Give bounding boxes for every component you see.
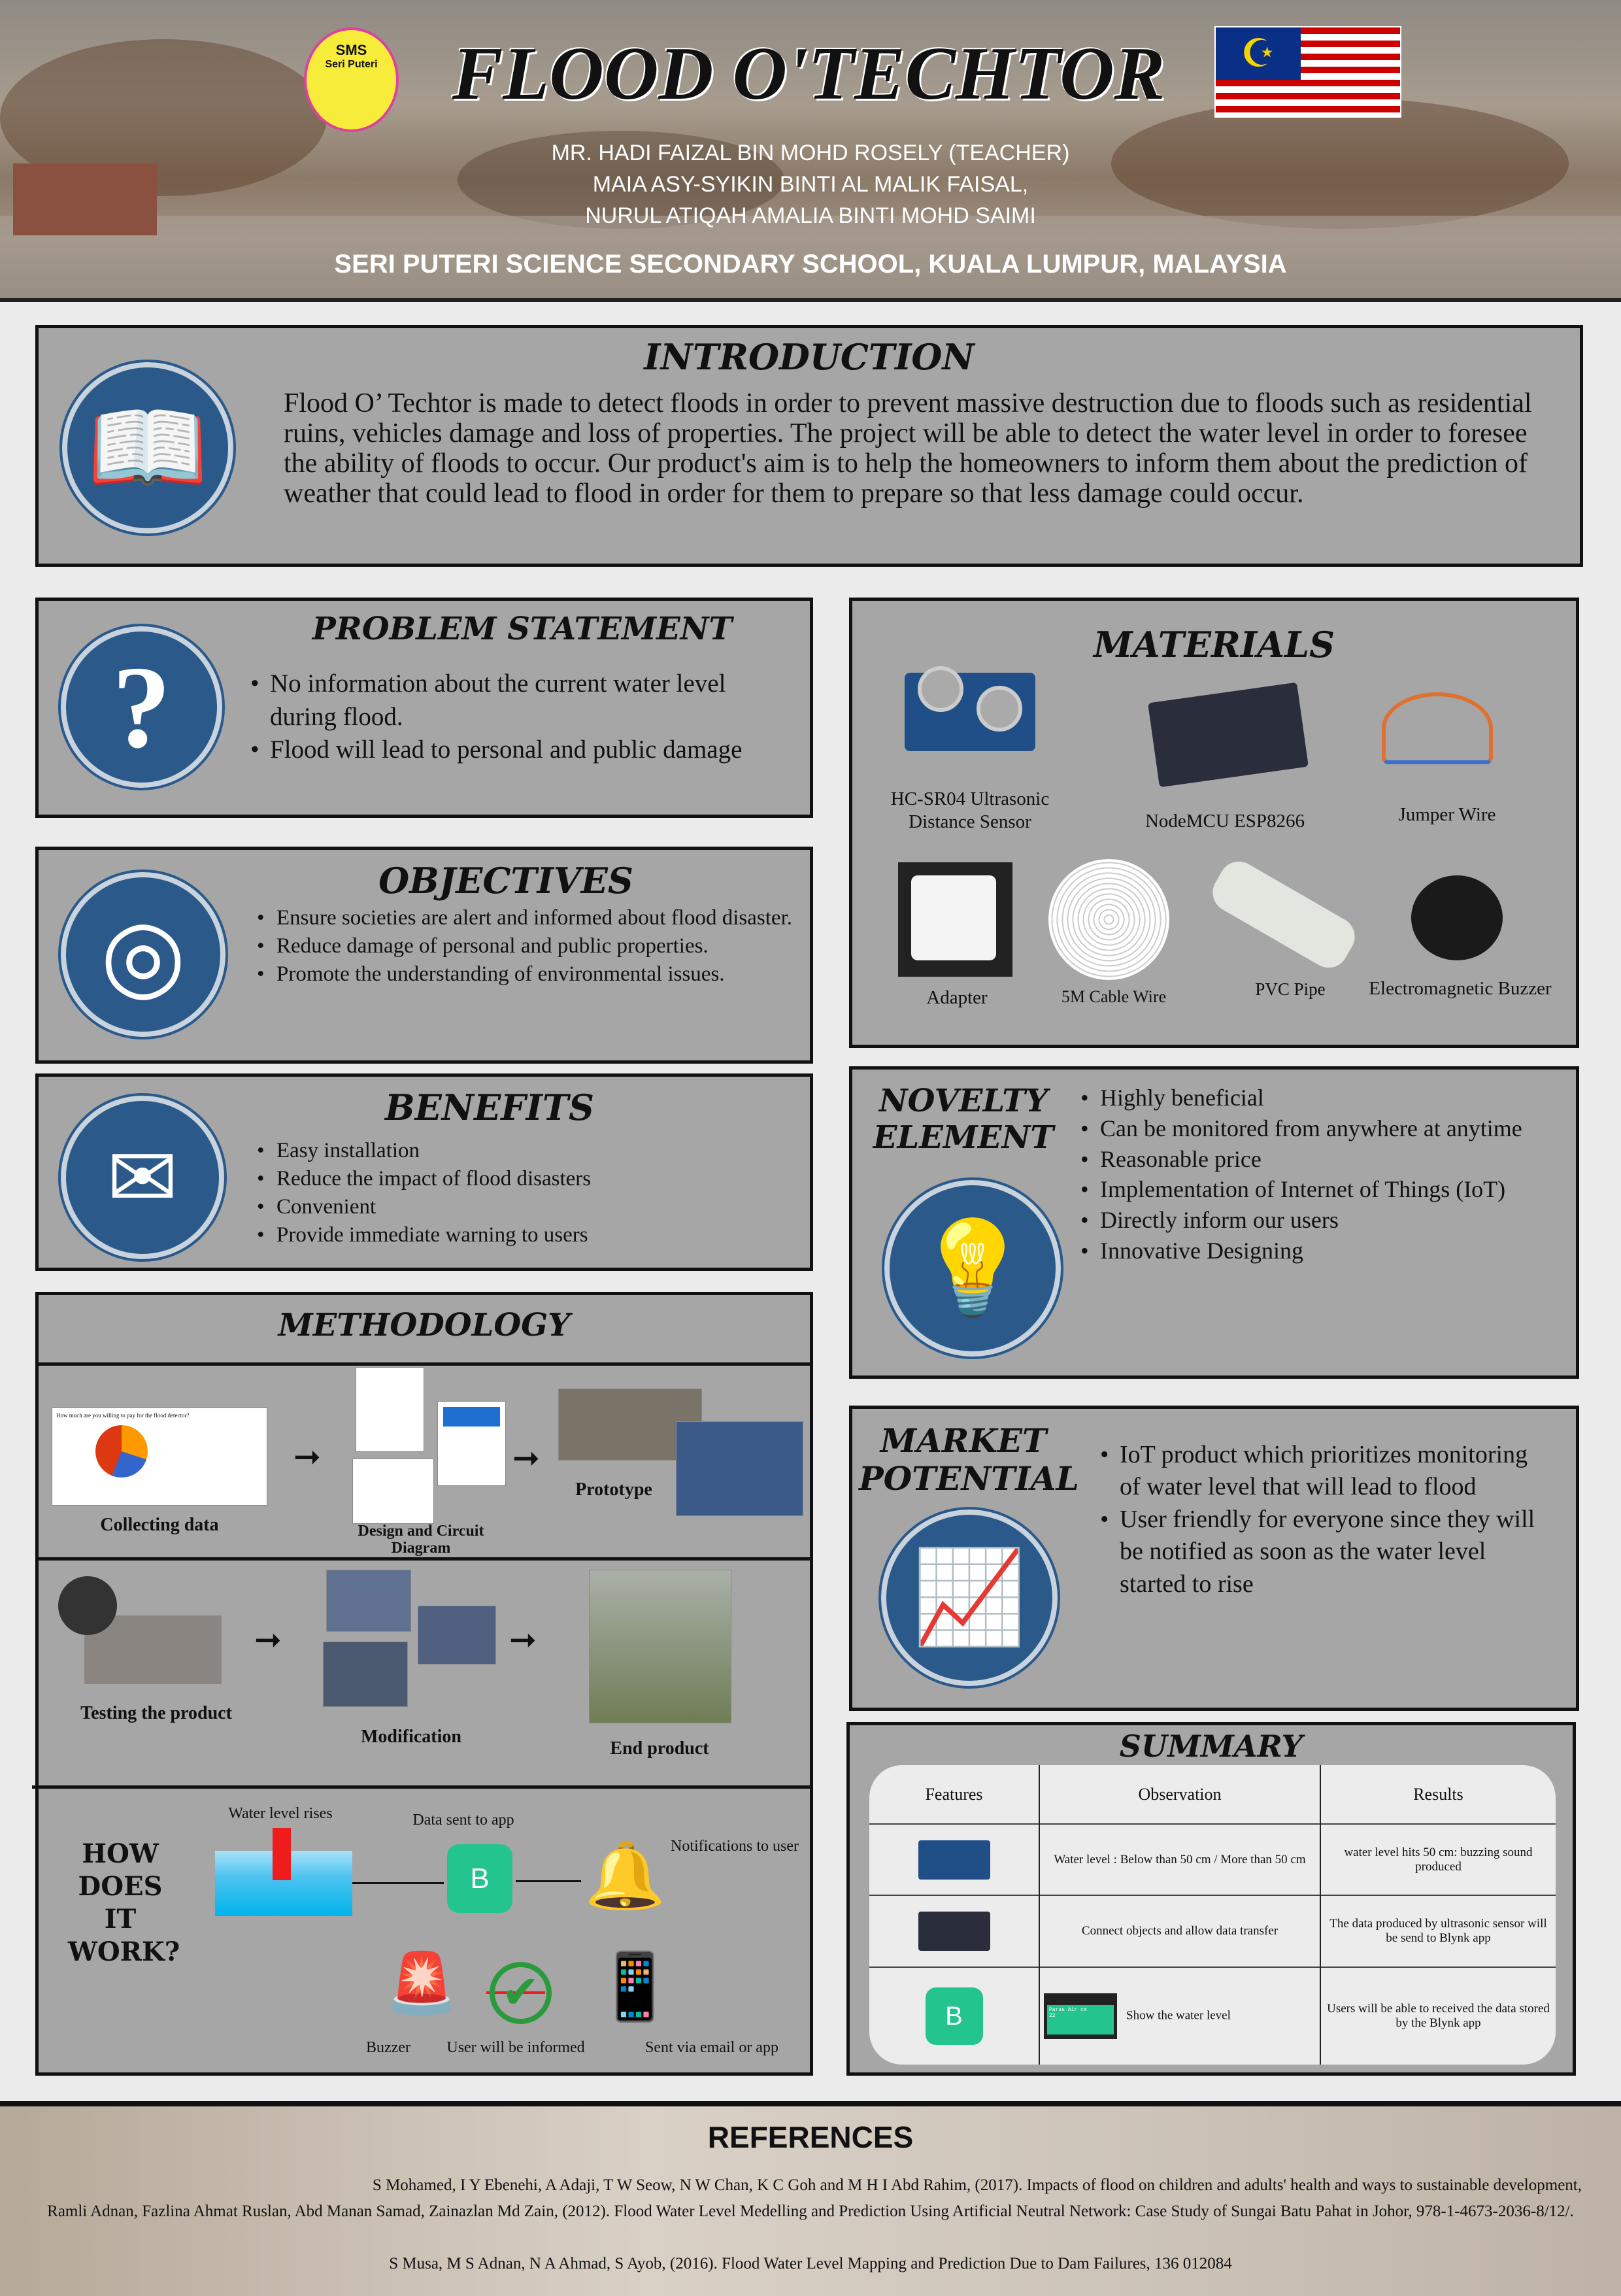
material-label: PVC Pipe <box>1255 979 1326 999</box>
market-item: • User friendly for everyone since they will be notified as soon as the water level started to rise <box>1097 1504 1542 1600</box>
arrow-right-icon: ➞ <box>509 1621 537 1658</box>
summary-table <box>869 1765 1556 2065</box>
school-name: SERI PUTERI SCIENCE SECONDARY SCHOOL, KUALA LUMPUR, MALAYSIA <box>334 250 1287 279</box>
material-label: 5M Cable Wire <box>1061 987 1167 1006</box>
references-section <box>0 2101 1621 2296</box>
material-label: Electromagnetic Buzzer <box>1369 978 1552 999</box>
column-header: Observation <box>1039 1765 1320 1824</box>
reference-item: S Mohamed, I Y Ebenehi, A Adaji, T W Seow, N W Chan, K C Goh and M H I Abd Rahim, (2017). Impacts of flood on children and adults' health and ways to sustainable development, <box>372 2176 1582 2194</box>
material-label: NodeMCU ESP8266 <box>1145 811 1305 832</box>
novelty-list <box>1078 1083 1562 1266</box>
problem-list <box>248 667 797 767</box>
arrow-connector <box>516 1880 581 1882</box>
survey-question: How much are you willing to pay for the flood detector? <box>56 1412 190 1419</box>
bell-icon: 🔔 <box>584 1840 666 1912</box>
step-label: Testing the product <box>80 1703 232 1723</box>
pvc-pipe-image <box>1205 854 1362 975</box>
objective-item: • Reduce damage of personal and public properties. <box>254 932 803 960</box>
column-header: Features <box>925 1784 983 1804</box>
blynk-app-icon: B <box>926 1987 983 2045</box>
modification-photo <box>418 1606 496 1664</box>
benefit-item: • Provide immediate warning to users <box>254 1221 803 1249</box>
phone-hand-icon: 📱 <box>594 1951 676 2023</box>
testing-inset-photo <box>58 1576 117 1635</box>
modification-photo <box>326 1570 411 1632</box>
circuit-diagram-image <box>352 1459 434 1524</box>
table-row <box>869 1967 1556 2065</box>
novelty-item: • Directly inform our users <box>1078 1205 1562 1236</box>
step-label: Prototype <box>575 1479 652 1500</box>
flow-label: Water level rises <box>228 1805 333 1822</box>
logo-text: SMS <box>335 42 367 58</box>
how-it-works-title: HOW DOES IT WORK? <box>68 1838 180 1967</box>
materials-section <box>849 598 1579 1048</box>
reference-item: S Musa, M S Adnan, N A Ahmad, S Ayob, (2016). Flood Water Level Mapping and Prediction Due to Dam Failures, 136 012084 <box>389 2255 1232 2272</box>
step-label: Collecting data <box>100 1515 219 1535</box>
question-mark-icon: ? <box>58 624 225 790</box>
result-cell: Users will be able to received the data stored by the Blynk app <box>1320 1967 1556 2065</box>
screen-value: 22 <box>1049 2012 1056 2019</box>
author-2: NURUL ATIQAH AMALIA BINTI MOHD SAIMI <box>585 203 1036 228</box>
step-label: End product <box>610 1738 709 1759</box>
arrow-right-icon: ➞ <box>254 1621 282 1658</box>
objectives-title: OBJECTIVES <box>378 860 633 902</box>
flow-label: Buzzer <box>366 2039 410 2056</box>
problem-item: • Flood will lead to personal and public damage <box>248 734 797 767</box>
logo-subtext: Seri Puteri <box>325 59 378 70</box>
arrow-right-icon: ➞ <box>293 1438 321 1475</box>
check-icon: ✔ <box>490 1962 552 2024</box>
novelty-item: • Highly beneficial <box>1078 1083 1562 1113</box>
novelty-section <box>849 1066 1579 1379</box>
header-banner <box>0 0 1621 302</box>
malaysia-flag <box>1214 26 1401 118</box>
author-1: MAIA ASY-SYIKIN BINTI AL MALIK FAISAL, <box>592 172 1029 197</box>
benefit-item: • Easy installation <box>254 1137 803 1165</box>
introduction-text: Flood O’ Techtor is made to detect floods in order to prevent massive destruction due to floods such as residential ruins, vehicles damage and loss of properties. The project will be able to detect the water level in order to foresee the ability of floods to occur. Our product's aim is to help the homeowners to inform them about the prediction of weather that could lead to flood in order for them to prepare so that less damage could occur. <box>284 388 1532 509</box>
ultrasonic-sensor-image <box>918 1840 990 1880</box>
result-cell: water level hits 50 cm: buzzing sound produced <box>1320 1824 1556 1895</box>
result-cell: The data produced by ultrasonic sensor will be send to Blynk app <box>1320 1895 1556 1967</box>
column-header: Results <box>1320 1765 1556 1824</box>
divider <box>39 1362 810 1366</box>
methodology-title: METHODOLOGY <box>278 1307 571 1343</box>
screen-label: Paras Air cm <box>1049 2006 1087 2013</box>
author-teacher: MR. HADI FAIZAL BIN MOHD ROSELY (TEACHER) <box>551 141 1070 165</box>
crescent-star-icon: ☪ <box>1216 27 1301 80</box>
step-label: Modification <box>361 1727 461 1747</box>
envelope-person-icon: ✉ <box>58 1093 227 1262</box>
end-product-photo <box>589 1570 731 1723</box>
benefits-section <box>35 1073 813 1271</box>
siren-icon: 🚨 <box>385 1951 459 2016</box>
blynk-app-icon: B <box>447 1844 512 1913</box>
material-label: Adapter <box>926 987 988 1008</box>
ultrasonic-sensor-image <box>905 673 1035 751</box>
target-icon: ◎ <box>58 869 228 1039</box>
market-item: • IoT product which prioritizes monitoring of water level that will lead to flood <box>1097 1439 1542 1504</box>
reference-item: Ramli Adnan, Fazlina Ahmat Ruslan, Abd Manan Samad, Zainazlan Md Zain, (2012). Flood Water Level Medelling and Prediction Using Artificial Neutral Network: Case Study of Sungai Batu Pahat in Johor, 978-1-4673-2036-8/12/. <box>47 2203 1574 2220</box>
design-sketch-image <box>356 1367 424 1452</box>
divider <box>39 1557 810 1561</box>
benefits-title: BENEFITS <box>384 1087 595 1128</box>
adapter-image <box>898 862 1012 977</box>
material-label: HC-SR04 Ultrasonic Distance Sensor <box>890 788 1050 832</box>
objectives-section <box>35 847 813 1064</box>
observation-cell: Connect objects and allow data transfer <box>1039 1895 1320 1967</box>
flow-label: Notifications to user <box>671 1838 799 1855</box>
table-row <box>869 1824 1556 1895</box>
problem-title: PROBLEM STATEMENT <box>312 611 733 647</box>
benefit-item: • Reduce the impact of flood disasters <box>254 1165 803 1193</box>
arrow-right-icon: ➞ <box>512 1440 540 1476</box>
market-potential-section <box>849 1406 1579 1711</box>
divider <box>32 1785 810 1789</box>
materials-title: MATERIALS <box>1093 624 1335 666</box>
growth-chart-icon: 📈 <box>878 1507 1060 1689</box>
objective-item: • Ensure societies are alert and informed about flood disaster. <box>254 904 803 932</box>
methodology-section <box>35 1292 813 2076</box>
summary-title: SUMMARY <box>1119 1729 1303 1764</box>
introduction-title: INTRODUCTION <box>644 336 975 378</box>
material-label: Jumper Wire <box>1398 804 1496 825</box>
lightbulb-icon: 💡 <box>882 1177 1063 1359</box>
poster-title: FLOOD O'TECHTOR <box>452 32 1165 116</box>
benefits-list <box>254 1137 803 1249</box>
objective-item: • Promote the understanding of environmental issues. <box>254 960 803 988</box>
problem-statement-section <box>35 598 813 818</box>
modification-photo <box>323 1642 408 1707</box>
arrow-up-icon <box>273 1828 291 1880</box>
nodemcu-image <box>1148 683 1309 788</box>
book-icon: 📖 <box>59 360 236 536</box>
step-label: Design and Circuit Diagram <box>358 1523 484 1557</box>
prototype-pipe-photo <box>676 1421 803 1516</box>
survey-chart-image <box>52 1408 267 1506</box>
school-logo <box>304 27 399 132</box>
observation-cell: Water level : Below than 50 cm / More than 50 cm <box>1039 1824 1320 1895</box>
flow-label: User will be informed <box>446 2039 585 2056</box>
observation-cell: Show the water level <box>1126 2008 1231 2023</box>
novelty-item: • Innovative Designing <box>1078 1236 1562 1266</box>
market-title: MARKET POTENTIAL <box>859 1421 1079 1498</box>
novelty-title: NOVELTY ELEMENT <box>873 1083 1054 1156</box>
table-row <box>869 1895 1556 1967</box>
flow-label: Sent via email or app <box>645 2039 778 2056</box>
references-title: REFERENCES <box>707 2120 914 2154</box>
objectives-list <box>254 904 803 988</box>
wiring-diagram-image <box>437 1401 506 1486</box>
novelty-item: • Can be monitored from anywhere at anytime <box>1078 1113 1562 1144</box>
novelty-item: • Implementation of Internet of Things (IoT) <box>1078 1174 1562 1205</box>
jumper-wire-image <box>1382 692 1493 764</box>
flow-label: Data sent to app <box>412 1812 514 1829</box>
introduction-section <box>35 325 1583 567</box>
market-list <box>1097 1439 1542 1600</box>
novelty-item: • Reasonable price <box>1078 1144 1562 1175</box>
cable-wire-image <box>1048 859 1169 980</box>
benefit-item: • Convenient <box>254 1193 803 1221</box>
arrow-connector <box>352 1882 444 1884</box>
buzzer-image <box>1411 875 1503 960</box>
nodemcu-image <box>918 1912 990 1951</box>
problem-item: • No information about the current water level during flood. <box>248 667 797 734</box>
